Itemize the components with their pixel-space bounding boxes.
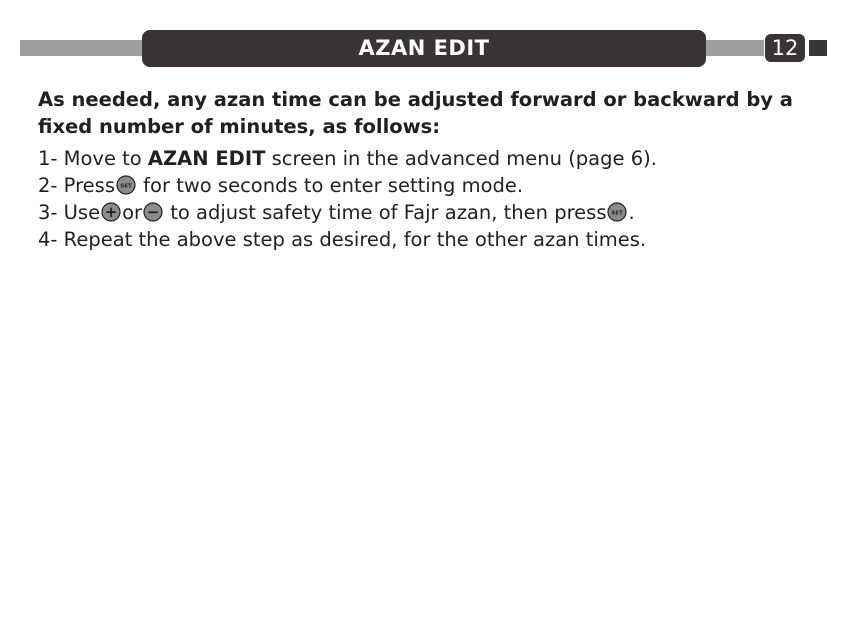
step-3 [38,199,828,226]
step-text: screen in the advanced menu (page 6). [265,147,657,170]
step-number: 3- [38,201,64,224]
steps-list [38,145,828,253]
step-bold-text: AZAN EDIT [147,147,266,170]
step-2 [38,172,828,199]
set-button-icon [607,202,627,222]
set-button-icon [116,175,136,195]
minus-icon-label: − [146,203,160,221]
minus-button-icon [143,202,163,222]
page-title: AZAN EDIT [142,30,706,67]
step-1 [38,145,828,172]
intro-text: As needed, any azan time can be adjusted forward or backward by a fixed number of minutes, as follows: [38,88,793,138]
plus-button-icon [101,202,121,222]
step-number: 1- [38,147,64,170]
step-text: . [628,201,635,224]
header-bar-end [809,40,827,56]
step-text: Use [63,201,101,224]
step-number: 4- [38,228,64,251]
set-icon-label: SET [120,183,132,190]
step-text: Move to [63,147,148,170]
set-icon-label: SET [611,210,624,217]
step-text: to adjust safety time of Fajr azan, then press [164,201,607,224]
step-text: or [122,201,143,224]
step-number: 2- [38,174,64,197]
header-bar-left [20,40,142,56]
step-text: Press [63,174,115,197]
page-number: 12 [765,34,805,62]
step-text: for two seconds to enter setting mode. [136,174,524,197]
header-bar-right [706,40,764,56]
step-4 [38,226,828,253]
step-text: Repeat the above step as desired, for the other azan times. [63,228,647,251]
page-header [0,0,847,80]
plus-icon-label: + [104,203,118,221]
